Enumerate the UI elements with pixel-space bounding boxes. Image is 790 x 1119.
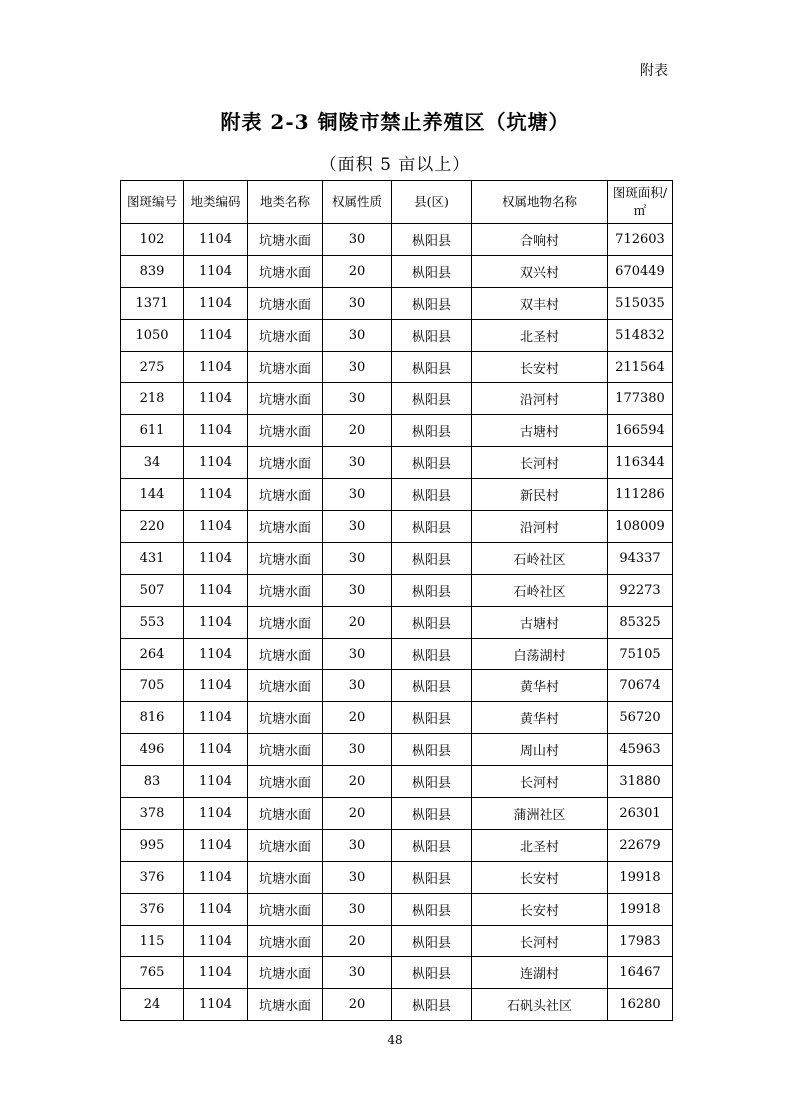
- cell-county: 枞阳县: [392, 734, 472, 766]
- cell-parcel-id: 816: [121, 702, 184, 734]
- cell-land-name: 坑塘水面: [248, 447, 323, 479]
- cell-parcel-id: 218: [121, 383, 184, 415]
- cell-area: 17983: [608, 925, 673, 957]
- header-cell-area: 图斑面积/㎡: [608, 181, 673, 224]
- cell-land-name: 坑塘水面: [248, 989, 323, 1021]
- cell-county: 枞阳县: [392, 511, 472, 543]
- cell-owner-name: 白荡湖村: [472, 638, 608, 670]
- cell-area: 166594: [608, 415, 673, 447]
- cell-land-code: 1104: [184, 574, 248, 606]
- cell-owner-name: 长安村: [472, 893, 608, 925]
- cell-ownership-type: 30: [323, 861, 392, 893]
- cell-county: 枞阳县: [392, 829, 472, 861]
- cell-parcel-id: 765: [121, 957, 184, 989]
- cell-land-name: 坑塘水面: [248, 702, 323, 734]
- cell-land-code: 1104: [184, 798, 248, 830]
- cell-land-name: 坑塘水面: [248, 224, 323, 256]
- cell-area: 211564: [608, 351, 673, 383]
- cell-ownership-type: 30: [323, 957, 392, 989]
- cell-ownership-type: 30: [323, 638, 392, 670]
- cell-parcel-id: 264: [121, 638, 184, 670]
- cell-land-code: 1104: [184, 511, 248, 543]
- cell-area: 94337: [608, 542, 673, 574]
- cell-area: 515035: [608, 287, 673, 319]
- cell-land-name: 坑塘水面: [248, 383, 323, 415]
- table-row: [121, 957, 673, 989]
- cell-ownership-type: 30: [323, 319, 392, 351]
- cell-ownership-type: 30: [323, 670, 392, 702]
- cell-land-code: 1104: [184, 638, 248, 670]
- cell-land-code: 1104: [184, 351, 248, 383]
- cell-area: 19918: [608, 893, 673, 925]
- cell-county: 枞阳县: [392, 351, 472, 383]
- cell-county: 枞阳县: [392, 415, 472, 447]
- page-number: 48: [387, 1033, 403, 1047]
- table-row: [121, 479, 673, 511]
- cell-parcel-id: 1371: [121, 287, 184, 319]
- cell-area: 16467: [608, 957, 673, 989]
- cell-parcel-id: 24: [121, 989, 184, 1021]
- header-cell-county: 县(区): [392, 181, 472, 224]
- cell-land-name: 坑塘水面: [248, 351, 323, 383]
- cell-ownership-type: 30: [323, 734, 392, 766]
- cell-land-name: 坑塘水面: [248, 670, 323, 702]
- cell-land-code: 1104: [184, 893, 248, 925]
- cell-land-code: 1104: [184, 734, 248, 766]
- cell-parcel-id: 34: [121, 447, 184, 479]
- cell-ownership-type: 20: [323, 798, 392, 830]
- cell-land-code: 1104: [184, 702, 248, 734]
- cell-owner-name: 双兴村: [472, 255, 608, 287]
- cell-owner-name: 新民村: [472, 479, 608, 511]
- cell-area: 92273: [608, 574, 673, 606]
- cell-area: 70674: [608, 670, 673, 702]
- document-subtitle: （面积 5 亩以上）: [319, 155, 471, 175]
- table-row: [121, 415, 673, 447]
- cell-owner-name: 石岭社区: [472, 542, 608, 574]
- table-row: [121, 224, 673, 256]
- table-row: [121, 925, 673, 957]
- cell-county: 枞阳县: [392, 893, 472, 925]
- cell-parcel-id: 102: [121, 224, 184, 256]
- cell-owner-name: 古塘村: [472, 606, 608, 638]
- table-row: [121, 670, 673, 702]
- cell-area: 19918: [608, 861, 673, 893]
- cell-area: 111286: [608, 479, 673, 511]
- cell-parcel-id: 376: [121, 861, 184, 893]
- cell-land-code: 1104: [184, 224, 248, 256]
- cell-parcel-id: 378: [121, 798, 184, 830]
- cell-owner-name: 长安村: [472, 351, 608, 383]
- cell-ownership-type: 30: [323, 447, 392, 479]
- table-body: [121, 224, 673, 1021]
- cell-owner-name: 长河村: [472, 447, 608, 479]
- cell-county: 枞阳县: [392, 383, 472, 415]
- table-row: [121, 574, 673, 606]
- table-row: [121, 511, 673, 543]
- cell-owner-name: 黄华村: [472, 670, 608, 702]
- cell-land-code: 1104: [184, 447, 248, 479]
- cell-land-code: 1104: [184, 766, 248, 798]
- cell-county: 枞阳县: [392, 479, 472, 511]
- cell-ownership-type: 30: [323, 893, 392, 925]
- document-title: 附表 2-3 铜陵市禁止养殖区（坑塘）: [220, 110, 570, 134]
- cell-ownership-type: 20: [323, 255, 392, 287]
- table-row: [121, 542, 673, 574]
- cell-county: 枞阳县: [392, 798, 472, 830]
- cell-county: 枞阳县: [392, 861, 472, 893]
- cell-parcel-id: 611: [121, 415, 184, 447]
- cell-parcel-id: 275: [121, 351, 184, 383]
- cell-parcel-id: 995: [121, 829, 184, 861]
- cell-area: 56720: [608, 702, 673, 734]
- table-row: [121, 861, 673, 893]
- cell-land-name: 坑塘水面: [248, 606, 323, 638]
- cell-ownership-type: 20: [323, 702, 392, 734]
- cell-ownership-type: 30: [323, 351, 392, 383]
- cell-owner-name: 黄华村: [472, 702, 608, 734]
- cell-ownership-type: 30: [323, 479, 392, 511]
- cell-county: 枞阳县: [392, 542, 472, 574]
- table-header-row: [121, 181, 673, 224]
- cell-area: 514832: [608, 319, 673, 351]
- cell-parcel-id: 496: [121, 734, 184, 766]
- cell-parcel-id: 144: [121, 479, 184, 511]
- table-row: [121, 893, 673, 925]
- cell-land-name: 坑塘水面: [248, 925, 323, 957]
- cell-owner-name: 双丰村: [472, 287, 608, 319]
- cell-area: 75105: [608, 638, 673, 670]
- table-row: [121, 989, 673, 1021]
- cell-land-code: 1104: [184, 287, 248, 319]
- cell-parcel-id: 705: [121, 670, 184, 702]
- cell-land-name: 坑塘水面: [248, 479, 323, 511]
- cell-parcel-id: 83: [121, 766, 184, 798]
- cell-ownership-type: 20: [323, 415, 392, 447]
- cell-owner-name: 长河村: [472, 925, 608, 957]
- cell-parcel-id: 431: [121, 542, 184, 574]
- cell-ownership-type: 20: [323, 766, 392, 798]
- cell-land-name: 坑塘水面: [248, 798, 323, 830]
- cell-owner-name: 长安村: [472, 861, 608, 893]
- cell-parcel-id: 839: [121, 255, 184, 287]
- cell-ownership-type: 20: [323, 606, 392, 638]
- table-row: [121, 606, 673, 638]
- table-row: [121, 319, 673, 351]
- cell-land-code: 1104: [184, 957, 248, 989]
- cell-county: 枞阳县: [392, 670, 472, 702]
- cell-land-code: 1104: [184, 925, 248, 957]
- cell-ownership-type: 30: [323, 224, 392, 256]
- cell-ownership-type: 30: [323, 383, 392, 415]
- cell-parcel-id: 220: [121, 511, 184, 543]
- header-cell-ownership-type: 权属性质: [323, 181, 392, 224]
- table-row: [121, 255, 673, 287]
- cell-land-name: 坑塘水面: [248, 319, 323, 351]
- cell-county: 枞阳县: [392, 766, 472, 798]
- cell-county: 枞阳县: [392, 224, 472, 256]
- cell-county: 枞阳县: [392, 255, 472, 287]
- cell-ownership-type: 20: [323, 989, 392, 1021]
- table-row: [121, 734, 673, 766]
- table-row: [121, 829, 673, 861]
- cell-owner-name: 古塘村: [472, 415, 608, 447]
- cell-land-code: 1104: [184, 829, 248, 861]
- cell-land-code: 1104: [184, 989, 248, 1021]
- cell-area: 712603: [608, 224, 673, 256]
- cell-ownership-type: 30: [323, 574, 392, 606]
- cell-land-code: 1104: [184, 479, 248, 511]
- table-row: [121, 383, 673, 415]
- header-cell-owner-name: 权属地物名称: [472, 181, 608, 224]
- cell-owner-name: 北圣村: [472, 829, 608, 861]
- cell-ownership-type: 30: [323, 511, 392, 543]
- cell-area: 31880: [608, 766, 673, 798]
- table-row: [121, 766, 673, 798]
- cell-land-code: 1104: [184, 255, 248, 287]
- cell-area: 16280: [608, 989, 673, 1021]
- table-row: [121, 351, 673, 383]
- cell-ownership-type: 30: [323, 287, 392, 319]
- cell-owner-name: 蒲洲社区: [472, 798, 608, 830]
- table-row: [121, 798, 673, 830]
- table-row: [121, 638, 673, 670]
- cell-area: 26301: [608, 798, 673, 830]
- cell-owner-name: 沿河村: [472, 511, 608, 543]
- cell-land-name: 坑塘水面: [248, 638, 323, 670]
- cell-parcel-id: 553: [121, 606, 184, 638]
- cell-land-code: 1104: [184, 606, 248, 638]
- cell-land-name: 坑塘水面: [248, 287, 323, 319]
- cell-owner-name: 长河村: [472, 766, 608, 798]
- cell-owner-name: 连湖村: [472, 957, 608, 989]
- cell-land-code: 1104: [184, 383, 248, 415]
- cell-county: 枞阳县: [392, 702, 472, 734]
- cell-ownership-type: 20: [323, 925, 392, 957]
- cell-land-name: 坑塘水面: [248, 829, 323, 861]
- cell-land-name: 坑塘水面: [248, 893, 323, 925]
- cell-land-name: 坑塘水面: [248, 511, 323, 543]
- cell-land-name: 坑塘水面: [248, 574, 323, 606]
- cell-land-code: 1104: [184, 542, 248, 574]
- cell-county: 枞阳县: [392, 606, 472, 638]
- cell-area: 85325: [608, 606, 673, 638]
- cell-land-code: 1104: [184, 319, 248, 351]
- cell-parcel-id: 1050: [121, 319, 184, 351]
- cell-county: 枞阳县: [392, 447, 472, 479]
- cell-land-name: 坑塘水面: [248, 255, 323, 287]
- cell-land-name: 坑塘水面: [248, 957, 323, 989]
- cell-owner-name: 周山村: [472, 734, 608, 766]
- cell-area: 108009: [608, 511, 673, 543]
- cell-area: 22679: [608, 829, 673, 861]
- cell-area: 45963: [608, 734, 673, 766]
- cell-county: 枞阳县: [392, 287, 472, 319]
- cell-county: 枞阳县: [392, 638, 472, 670]
- cell-area: 116344: [608, 447, 673, 479]
- cell-owner-name: 石岭社区: [472, 574, 608, 606]
- cell-area: 670449: [608, 255, 673, 287]
- cell-ownership-type: 30: [323, 542, 392, 574]
- cell-owner-name: 北圣村: [472, 319, 608, 351]
- cell-owner-name: 沿河村: [472, 383, 608, 415]
- cell-owner-name: 合响村: [472, 224, 608, 256]
- cell-land-name: 坑塘水面: [248, 415, 323, 447]
- cell-land-code: 1104: [184, 415, 248, 447]
- prohibited-aquaculture-table: [120, 180, 673, 1021]
- cell-land-name: 坑塘水面: [248, 766, 323, 798]
- cell-owner-name: 石矾头社区: [472, 989, 608, 1021]
- appendix-corner-label: 附表: [640, 63, 668, 79]
- cell-county: 枞阳县: [392, 925, 472, 957]
- header-cell-land-code: 地类编码: [184, 181, 248, 224]
- cell-parcel-id: 507: [121, 574, 184, 606]
- table-row: [121, 702, 673, 734]
- cell-county: 枞阳县: [392, 319, 472, 351]
- cell-parcel-id: 115: [121, 925, 184, 957]
- cell-land-name: 坑塘水面: [248, 861, 323, 893]
- cell-land-name: 坑塘水面: [248, 542, 323, 574]
- cell-county: 枞阳县: [392, 957, 472, 989]
- cell-area: 177380: [608, 383, 673, 415]
- cell-land-code: 1104: [184, 861, 248, 893]
- table-row: [121, 447, 673, 479]
- cell-land-name: 坑塘水面: [248, 734, 323, 766]
- cell-county: 枞阳县: [392, 574, 472, 606]
- header-cell-land-name: 地类名称: [248, 181, 323, 224]
- cell-county: 枞阳县: [392, 989, 472, 1021]
- table-row: [121, 287, 673, 319]
- header-cell-parcel-id: 图斑编号: [121, 181, 184, 224]
- cell-land-code: 1104: [184, 670, 248, 702]
- cell-ownership-type: 30: [323, 829, 392, 861]
- cell-parcel-id: 376: [121, 893, 184, 925]
